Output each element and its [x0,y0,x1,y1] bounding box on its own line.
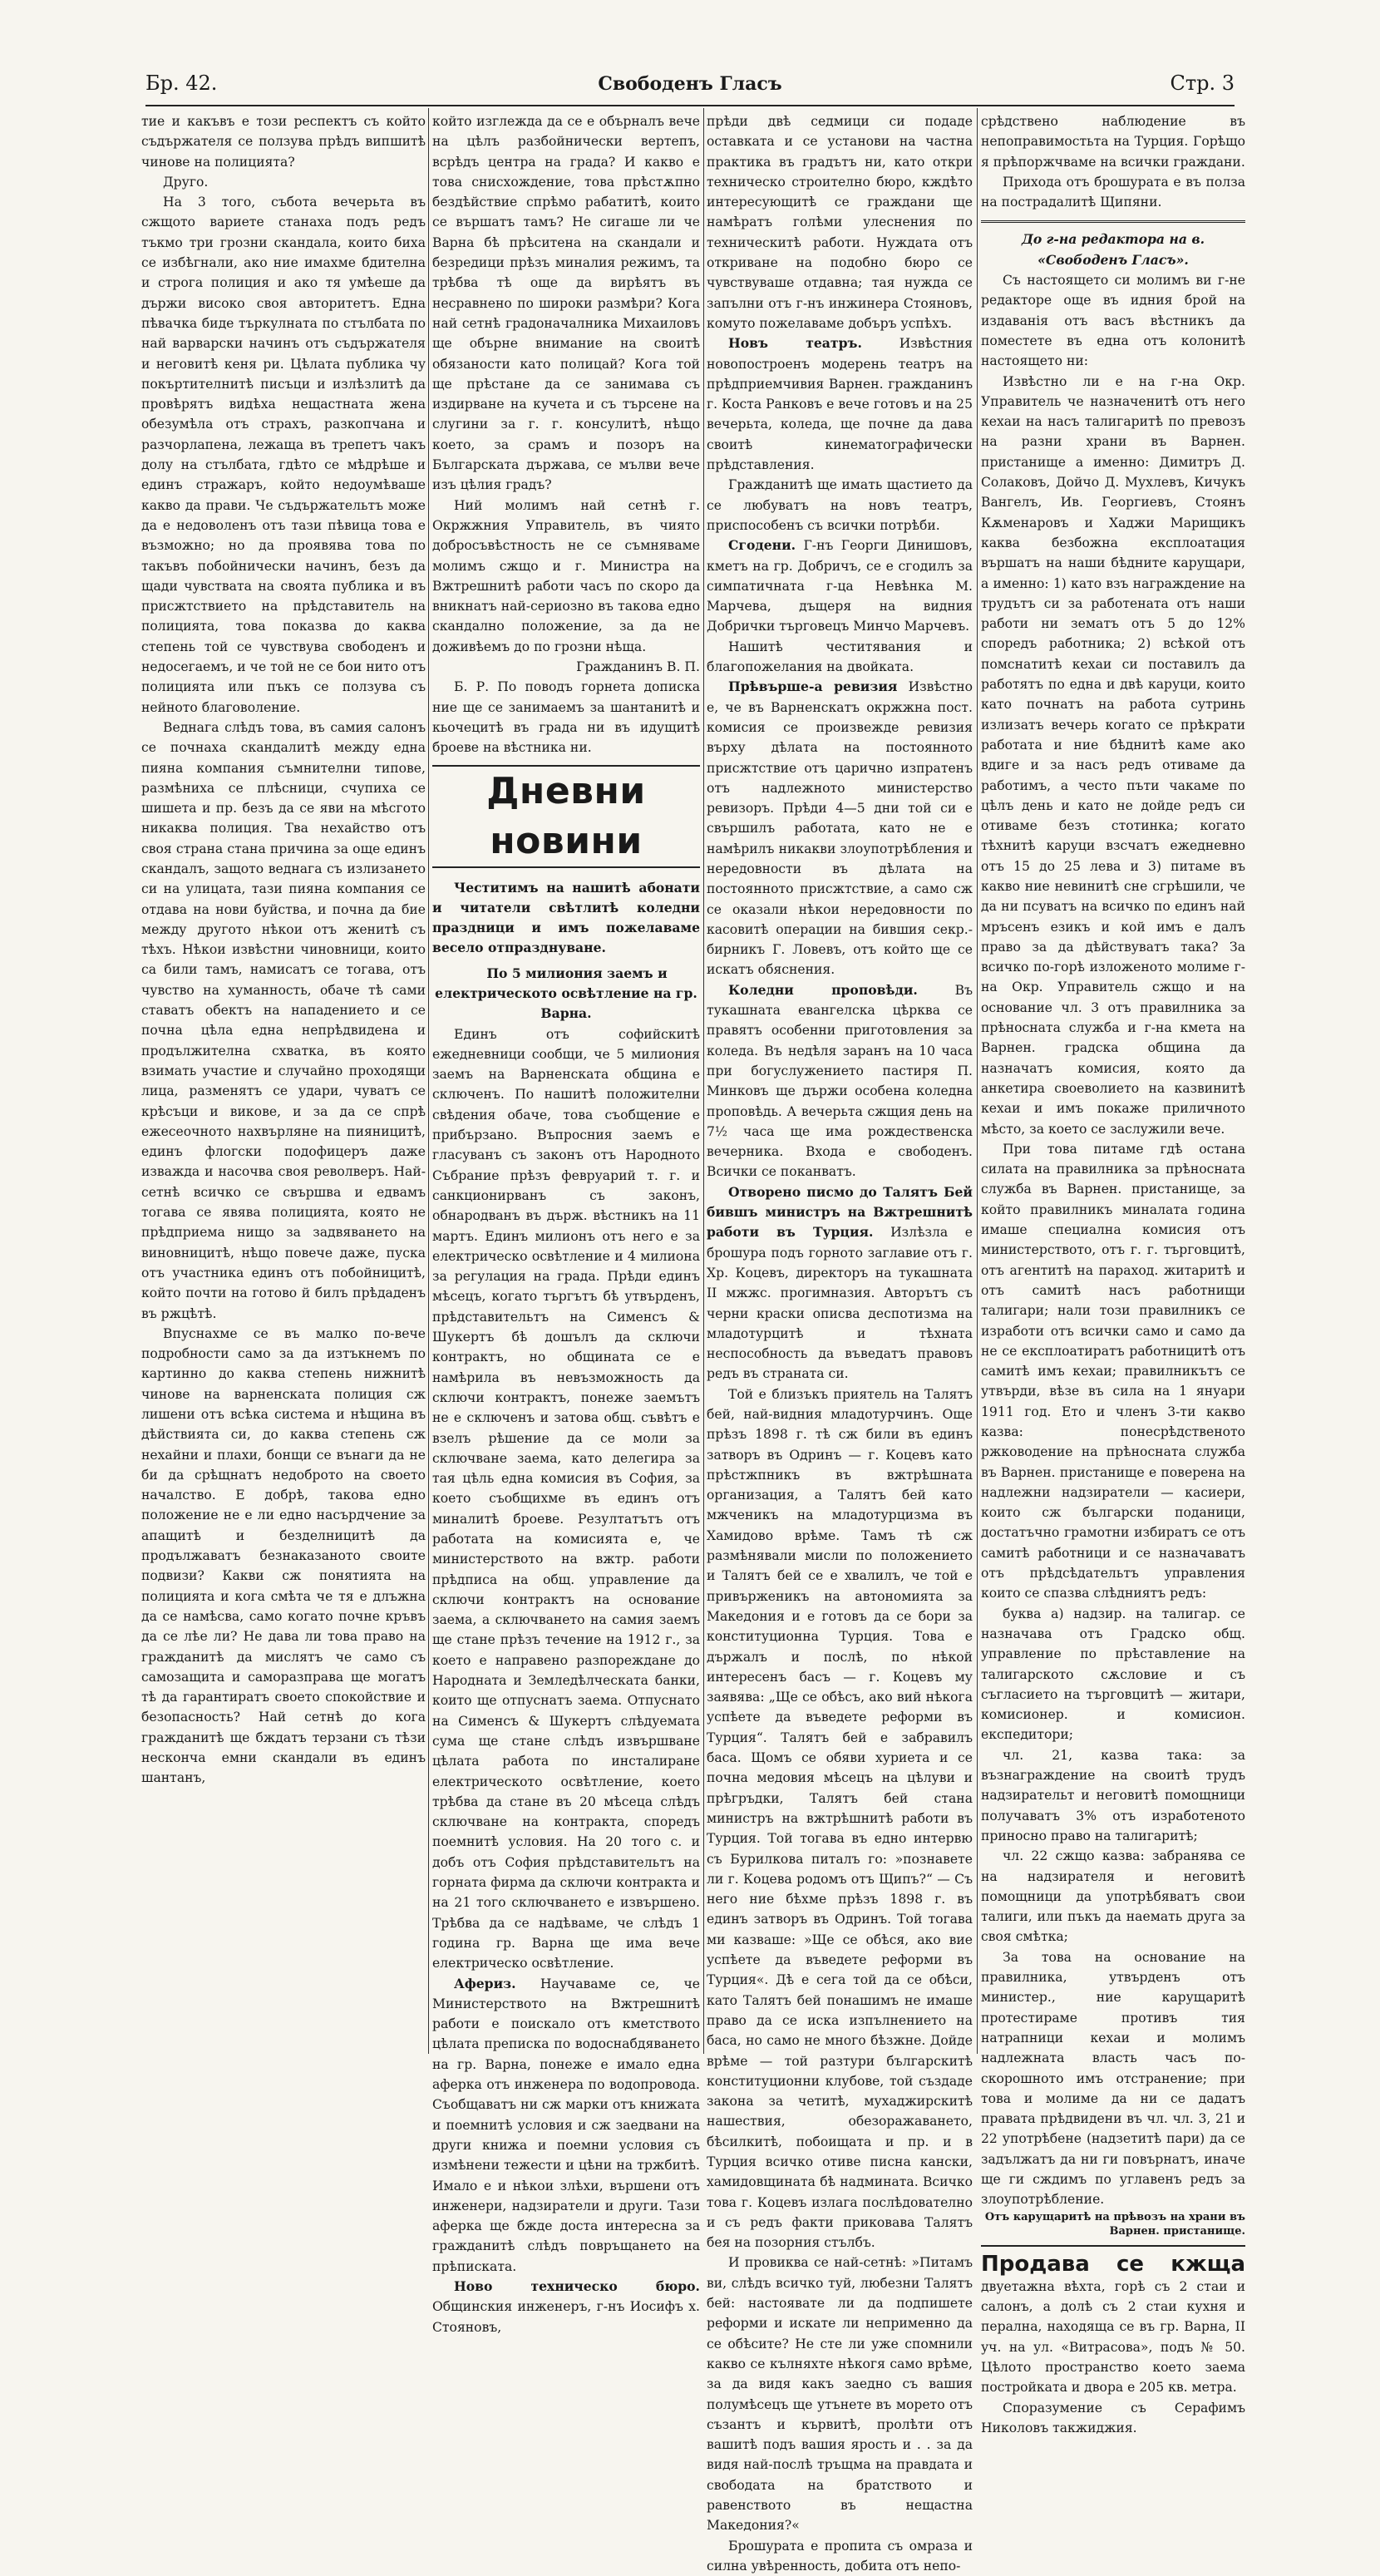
paragraph: тие и какъвъ е този респектъ съ който съдържателя се ползува прѣдъ випшитѣ чинове на полицията? [141,114,426,170]
letter-paragraph: Съ настоящето си молимъ ви г-не редакторе още въ идния брой на издаванія отъ васъ вѣстникъ да поместете въ една отъ колонитѣ настоящето ни: [981,273,1245,369]
news-body: Единъ отъ софийскитѣ ежедневници сообщи, че 5 милиония заемъ на Варненската община е сключенъ. По нашитѣ положителни свѣдения обаче, това съобщение е прибързано. Въпросния заемъ е гласуванъ съ законъ отъ Народното Събрание прѣзъ февруарий т. г. и санкционирванъ съ законъ, обнародванъ въ държ. вѣстникъ на 11 мартъ. Единъ милионъ отъ него е за електрическо освѣтление и 4 милиона за регулация на града. Прѣди единъ мѣсецъ, когато търгътъ бѣ утвърденъ, прѣдставительтъ на Сименсъ & Шукертъ бѣ дошълъ да сключи контрактъ, но общината се е намѣрила въ невъзможность да сключи контрактъ, понеже заемътъ не е сключенъ и затова общ. съвѣтъ е взелъ рѣшение да се моли за сключване заема, като делегира за тая цѣль една комисия въ София, за което съобщихме въ единъ отъ миналитѣ броеве. Резултатътъ отъ работата на комисията е, че министерството на вжтр. работи прѣдписа на общ. управление да сключи контрактъ на основание заема, а сключването на самия заемъ ще стане прѣзъ течение на 1912 г., за което е направено разпореждане до Народната и Земледѣлческата банки, които ще отпуснатъ заема. Отпуснато на Сименсъ & Шукертъ слѣдуемата сума ще стане слѣдъ извършване цѣлата работа по инсталиране електрическото освѣтление, което трѣбва да стане въ 20 мѣсеца слѣдъ сключване на контракта, споредъ поемнитѣ условия. На 20 того с. и добъ отъ София прѣдставительтъ на горната фирма да сключи контракта и на 21 того сключването е извършено. Трѣбва да се надѣваме, че слѣдъ 1 година гр. Варна ще има вече електрическо освѣтление. [432,1026,700,1971]
news-headline: Новъ театръ. [728,335,862,352]
column-3 [707,111,973,2574]
news-headline: Коледни проповѣди. [728,981,918,998]
paragraph: Гражданитѣ ще имать щастието да се любуватъ на новъ театръ, приспособенъ съ всички потрѣби. [707,477,973,533]
news-headline: Ново техническо бюро. [454,2277,700,2294]
news-headline: Отворено писмо до Талятъ Бей бившъ министръ на Вжтрешнитѣ работи въ Турция. [707,1183,973,1241]
column-1 [141,111,426,2049]
letter-paragraph: Извѣстно ли е на г-на Окр. Управитель че назначенитѣ отъ него кехаи на насъ талигаритѣ по превозъ на разни храни въ Варнен. пристанище а именно: Димитръ Д. Солаковъ, Дойчо Д. Мухлевъ, Кичукъ Вангелъ, Ив. Георгиевъ, Стоянъ Кѫменаровъ и Хаджи Марищикъ каква безбожна експлоатация вършатъ на наши бѣдните карущари, а именно: 1) като взъ награждение на трудътъ си за работената отъ наши работи ни зематъ отъ 5 до 12% споредъ работника; 2) всѣкой отъ помснатитѣ кехаи си поставилъ да работятъ по една и двѣ каруци, които като почнатъ на работа сутринь излизатъ вечерь когато се прѣкрати работата и ние бѣднитѣ каме ако вдиге и за насъ редъ отиваме да работимъ, а често пъти чакаме по цѣлъ день и като не дойде редъ си отиваме безъ стотинка; когато тѣхнитѣ каруци взсчатъ ежедневно отъ 15 до 25 лева и 3) питаме въ какво ние невинитѣ сне сгрѣшили, че да ни псуватъ на всичко по единъ най мръсенъ езикъ и кой имъ е далъ право за да дѣйствуватъ така? За всичко по-горѣ изложеното молиме г-на Окр. Управитель сжщо и на основание чл. 3 отъ правилника за прѣносната служба и г-на кмета на Варнен. градска община да назначатъ комисия, която да анкетира своеволието на казвинитѣ кехаи и имъ покаже приличното мѣсто, за което се заслужили вече. [981,373,1245,1137]
news-headline: Сгодени. [728,537,796,554]
ad-contact: Споразумение съ Серафимъ Николовъ такжиджия. [981,2400,1245,2435]
letter-heading: До г-на редактора на в. «Свободенъ Гласъ». [1021,231,1205,268]
newspaper-title: Свободенъ Гласъ [598,73,782,95]
paragraph: срѣдствено наблюдение въ непоправимостьта на Турция. Горѣщо я прѣпоржчваме на всички граждани. [981,114,1245,170]
divider [981,220,1245,223]
paragraph: Прихода отъ брошурата е въ полза на пострадалитѣ Щипяни. [981,174,1245,210]
news-body: Излѣзла е брошура подъ горното заглавие отъ г. Хр. Коцевъ, директоръ на тукашната II мжжс. прогимназия. Авторътъ съ черни краски описва деспотизма на младотурцитѣ и тѣхната неспособность да въведатъ правовъ редъ въ страната си. [707,1225,973,1382]
greeting: Честитимъ на нашитѣ абонати и читатели свѣтлитѣ коледни праздници и имъ пожелаваме весело отпразднуване. [432,879,700,956]
paragraph: прѣди двѣ седмици си подаде оставката и се установи на частна практика въ градътъ ни, като откри техническо строително бюро, кждѣто интересующитѣ се граждани ще намѣратъ голѣми улеснения по техническитѣ работи. Нуждата отъ откриване на подобно бюро се чувствуваше отдавна; тая нужда се запълни отъ г-нъ инжинера Стояновъ, комуто пожелаваме добъръ успѣхъ. [707,114,973,331]
paragraph: Ний молимъ най сетнѣ г. Окржжния Управитель, въ чиято добросъвѣстность не се съмняваме молимъ сжщо и г. Министра на Вжтрешнитѣ работи часъ по скоро да вникнатъ най-сериозно въ такова едно скандално положение, за да не доживѣемъ до по грозни нѣща. [432,497,700,654]
issue-number: Бр. 42. [145,72,218,95]
paragraph: Той е близъкъ приятель на Талятъ бей, най-видния младотурчинъ. Още прѣзъ 1898 г. тѣ сж били въ единъ затворъ въ Одринъ — г. Коцевъ като прѣстжпникъ въ вжтрѣшната организация, а Талятъ бей като мжченикъ на младотурцизма въ Хамидово врѣме. Тамъ тѣ сж размѣнявали мисли по положението и Талятъ бей се е хвалилъ, че той е привърженикъ на автономията за Македония и е готовъ да се бори за конституционна Турция. Това е държалъ и послѣ, по нѣкой интересенъ басъ — г. Коцевъ му заявява: „Ще се обѣсъ, ако вий нѣкога успѣете да въведете реформи въ Турция“. Талятъ бей е забравилъ баса. Щомъ се обяви хуриета и се почна медовия мѣсецъ на цѣлуви и прѣгръдки, Талятъ бей стана министръ на вжтрѣшнитѣ работи въ Турция. Той тогава въ едно интервю съ Бурилкова питалъ го: »познавете ли г. Коцева родомъ отъ Щипъ?“ — Съ него ние бѣхме прѣзъ 1898 г. въ единъ затворъ въ Одринъ. Той тогава ми казваше: »Ще се обѣся, ако вие успѣете да въведете реформи въ Турция«. Дѣ е сега той да се обѣси, като Талятъ бей понашимъ не имаше право да се иска изпълнението на баса, но само не много бѣзжне. Дойде врѣме — той разтури българскитѣ конституционни клубове, той създаде закона за четитѣ, мухаджирскитѣ нашествия, обезоражаването, бѣсилкитѣ, побоищата и пр. и в Турция всичко отиве писна кански, хамидовщината бѣ надмината. Всичко това г. Коцевъ излага послѣдователно и съ редъ факти приковава Талятъ бея на позорния стълбъ. [707,1386,973,2251]
column-divider [428,108,429,2054]
paragraph: Веднага слѣдъ това, въ самия салонъ се почнаха скандалитѣ между една пияна компания съмнителни типове, размѣниха се плѣсници, счупиха се шишета и пр. безъ да се яви на мѣсгото никаква полиция. Тва нехайство отъ своя страна стана причина за още единъ скандалъ, защото веднага съ излизането си на улицата, тази пияна компания се отдава на нови буйства, и почна да бие между другото нѣкои отъ женитѣ съ тѣхъ. Нѣкои извѣстни чиновници, които са били тамъ, намисатъ се тогава, отъ чувство на хуманность, обаче тѣ сами ставатъ обектъ на нападението и се почна цѣла една непрѣдвидена и продължителна схватка, въ която взимать участие и случайно проходящи лица, разменятъ се удари, чуватъ се крѣсъци и викове, и за да се спрѣ ежесеочното нахвърляне на пияницитѣ, единъ флогски подофицеръ даже изважда и насочва своя револверъ. Най-сетнѣ всичко се свършва и едвамъ тогава се явява полицията, която не прѣдприема нищо за задвяването на виновницитѣ, нѣщо повече даже, пуска отъ участника единъ отъ побойницитѣ, който почти на готово й билъ прѣдаденъ въ ржцѣтѣ. [141,719,426,1321]
paragraph: Нашитѣ честитявания и благопожелания на двойката. [707,639,973,675]
page-header [145,68,1235,106]
letter-paragraph: чл. 21, казва така: за възнаграждение на своитѣ трудъ надзирательт и неговитѣ помощници получаватъ 3% отъ изработеното приносно право на талигаритѣ; [981,1747,1245,1843]
editor-note: Б. Р. По поводъ горнета дописка ние ще се занимаемъ за шантанитѣ и кьочецитѣ въ града ни въ идущитѣ броеве на вѣстника ни. [432,679,700,756]
news-headline: По 5 милиония заемъ и електрическото освѣтление на гр. Варна. [435,965,697,1022]
news-body: Научаваме се, че Министерството на Вжтрешнитѣ работи е поискало отъ кметството цѣлата преписка по водоснабдяването на гр. Варна, понеже е имало една аферка отъ инженера по водопровода. Съобщаватъ ни сж марки отъ книжата и поемнитѣ условия и сж заедвани на други книжа и поемни условия съ измѣнени тежести и цѣни на тржбитѣ. Имало е и нѣкои злѣхи, вършени отъ инженери, надзиратели и други. Тази аферка ще бжде доста интересна за гражданитѣ слѣдъ повръщането на прѣписката. [432,1976,700,2274]
paragraph: Впуснахме се въ малко по-вече подробности само за да изтъкнемъ по картинно до каква степень нижнитѣ чинове на варненската полиция сж лишени отъ всѣка система и нѣщина въ дѣйствията си, до каква степень сж нехайни и плахи, бонщи се вънаги да не би да срѣщнатъ недоброто на своето началство. Е добрѣ, такова едно положение не е ли едно насърдчение за апащитѣ и безделницитѣ да продължаватъ безнаказаното своите подвизи? Какви сж понятията на полицията и кога смѣта че тя е длъжна да се намѣсва, само когато почне кръвъ да се лѣе ли? Не дава ли това право на гражданитѣ да мислятъ че само съ самозащита и саморазправа ще могатъ тѣ да гарантиратъ своето спокойствие и безопасность? Най сетнѣ до кога гражданитѣ ще бждатъ терзани съ тѣзи несконча емни скандали въ единъ шантанъ, [141,1325,426,1786]
ad-body: двуетажна вѣхта, горѣ съ 2 стаи и салонъ, а долѣ съ 2 стаи кухня и перална, находяща се въ гр. Варна, II уч. на ул. «Витрасова», подъ № 50. Цѣлото пространство което заема постройката и двора е 205 кв. метра. [981,2278,1245,2396]
section-title: Дневни новини [432,765,700,868]
news-body: Извѣстния новопостроенъ модерень театръ на прѣдприемчивия Варнен. гражданинъ г. Коста Ранковъ е вече готовъ и на 25 вечерьта, коледа, ще почне да дава своитѣ кинематографически прѣдставления. [707,336,973,473]
letter-paragraph: буква а) надзир. на талигар. се назначава отъ Градско общ. управление по прѣставление на талигарското сѫсловие и съ съгласието на търговцитѣ — житари, комисионер. и комисион. експедитори; [981,1606,1245,1743]
paragraph: На 3 того, събота вечерьта въ сжщото вариете станаха подъ редъ тъкмо три грозни скандала, които биха се избѣгнали, ако ние имахме бдителна и строга полиция и ако тя умѣеше да държи високо своя авторитетъ. Една пѣвачка биде търкулната по стълбата по най варварски начинъ отъ съдържателя и неговитѣ кеня ри. Цѣлата публика чу покъртителнитѣ писъци и излѣзлитѣ да провѣрятъ видѣха нещастната жена обезумѣла отъ страхъ, разкопчана и разчорлапена, лежаща въ трепетъ чакъ долу на стълбата, гдѣто се мѣдрѣше и единъ стражаръ, който недоумѣваше какво да прави. Че съдържательтъ може да е недоволенъ отъ тази пѣвица това е възможно; но да проявява това по такъвъ побойнически начинъ, безъ да щади чувствата на своята публика и въ присжтствието на прѣдставитель на полицията, това показва до каква степень той се чувствува свободенъ и недосегаемъ, и че той не се бои нито отъ полицията или пъкъ се ползува съ нейното благоволение. [141,195,426,715]
column-4 [981,111,1245,2435]
paragraph: Брошурата е пропита съ омраза и силна увѣренность, добита отъ непо- [707,2538,973,2574]
letter-signature: Отъ карущаритѣ на прѣвозъ на храни въ Варнен. пристанище. [984,2210,1245,2238]
news-body: Общинския инженеръ, г-нъ Иосифъ х. Стояновъ, [432,2299,700,2335]
paragraph: И провиква се най-сетнѣ: »Питамъ ви, слѣдъ всичко туй, любезни Талятъ бей: настоявате ли да подпишете реформи и искате ли неприменно да се обѣсите? Не сте ли уже спомнили какво се кълняхте нѣкогя само врѣме, за да видя какъ заедно съ вашия полумѣсецъ ще утънете въ морето отъ съзантъ и кървитѣ, пролѣти отъ вашитѣ подъ вашия ярость и . . за да видя най-послѣ тръщма на правдата и свободата на братството и равенството въ нещастна Македония?« [707,2255,973,2534]
signature: Гражданинъ В. П. [576,659,700,675]
news-body: Извѣстно е, че въ Варненскатъ окржжна пост. комисия се произвежде ревизия върху дѣлата на постоянното присжтствие отъ царично изпратенъ отъ надлежното министерство ревизоръ. Прѣди 4—5 дни той си е свършилъ работата, като не е намѣрилъ никакви злоупотрѣбления и нередовности въ дѣлата на постоянното присжтствие, а само сж се оказали нѣкои нередовности по касовитѣ операции на бившия секр.-бирникъ Г. Ловевъ, отъ който ще се искатъ обяснения. [707,679,973,978]
column-divider [977,108,978,2054]
letter-paragraph: чл. 22 сжщо казва: забранява се на надзирателя и неговитѣ помощници да употрѣбяватъ свои талиги, или пъкъ да наемать друга за своя смѣтка; [981,1848,1245,1945]
paragraph: Друго. [163,174,209,190]
news-body: Г-нъ Георги Динишовъ, кметъ на гр. Добричъ, се е сгодилъ за симпатичната г-ца Невѣнка М. Марчева, дъщеря на видния Добрички търговецъ Минчо Марчевъ. [707,538,973,634]
letter-paragraph: При това питаме гдѣ остана силата на правилника за прѣносната служба въ Варнен. пристанище, за който правилникъ миналата година имаше специална комисия отъ министерството, отъ г. г. търговцитѣ, отъ агентитѣ на параход. житаритѣ и отъ самитѣ насъ работнищи талигари; нали този правилникъ се изработи отъ всички само и само да не се експлоатиратъ работницитѣ отъ самитѣ имъ кехаи; правилникътъ се утвърди, вѣзе въ сила на 1 януари 1911 год. Ето и членъ 3-ти какво казва: понесрѣдственото ржководение на прѣносната служба въ Варнен. пристанище е поверена на надлежни надзиратели — касиери, които сж български поданици, достатъчно грамотни избиратъ се отъ самитѣ работници и се назначаватъ отъ прѣдсѣдательтъ управления които се спазва слѣдниятъ редъ: [981,1141,1245,1601]
news-body: Въ тукашната евангелска цѣрква се правятъ особенни приготовления за коледа. Въ недѣля заранъ на 10 часа при богуслужението пастиря П. Минковъ ще държи особена коледна проповѣдь. А вечерьта сжщия день на 7½ часа ще има рождественска вечерника. Входа е свободенъ. Всички се поканватъ. [707,982,973,1180]
classified-ad [981,2245,1245,2439]
letter-paragraph: За това на основание на правилника, утвърденъ отъ министер., ние карущаритѣ протестираме противъ тия натрапници кехаи и молимъ надлежната власть часъ по-скорошното имъ отстранение; при това и молиме да ни се дадатъ правата прѣдвидени въ чл. чл. 3, 21 и 22 употрѣбене (надзетитѣ пари) да се задължатъ да ни ги повърнатъ, иначе ще ги сждимъ по углавенъ редъ за злоупотрѣбление. [981,1949,1245,2208]
news-headline: Прѣвърше-а ревизия [728,679,898,695]
paragraph: който изглежда да се е обърналъ вече на цѣлъ разбойнически вертепъ, всрѣдъ центра на града? И какво е това снисхождение, това прѣстѫпно бездѣйствие спрѣмо рабатитѣ, които се вършатъ тамъ? Не сигаше ли че Варна бѣ прѣситена на скандали и безредици прѣзъ миналия режимъ, та трѣбва тѣ още да вирѣятъ въ несравнено по широки размѣри? Кога най сетнѣ градоначалника Михаиловъ ще обърне внимание на своитѣ обязаности като полицай? Кога той ще прѣстане да се занимава съ издирване на кучета и съ търсене на слугини за г. г. консулитѣ, нѣщо което, за срамъ и позоръ на Българската държава, се мълви вече изъ цѣлия градъ? [432,114,700,493]
column-2 [432,111,700,2335]
page-number: Стр. 3 [1170,72,1235,95]
column-divider [703,108,704,2054]
ad-title: Продава се кжща [981,2251,1245,2277]
news-headline: Афериз. [454,1975,516,1991]
